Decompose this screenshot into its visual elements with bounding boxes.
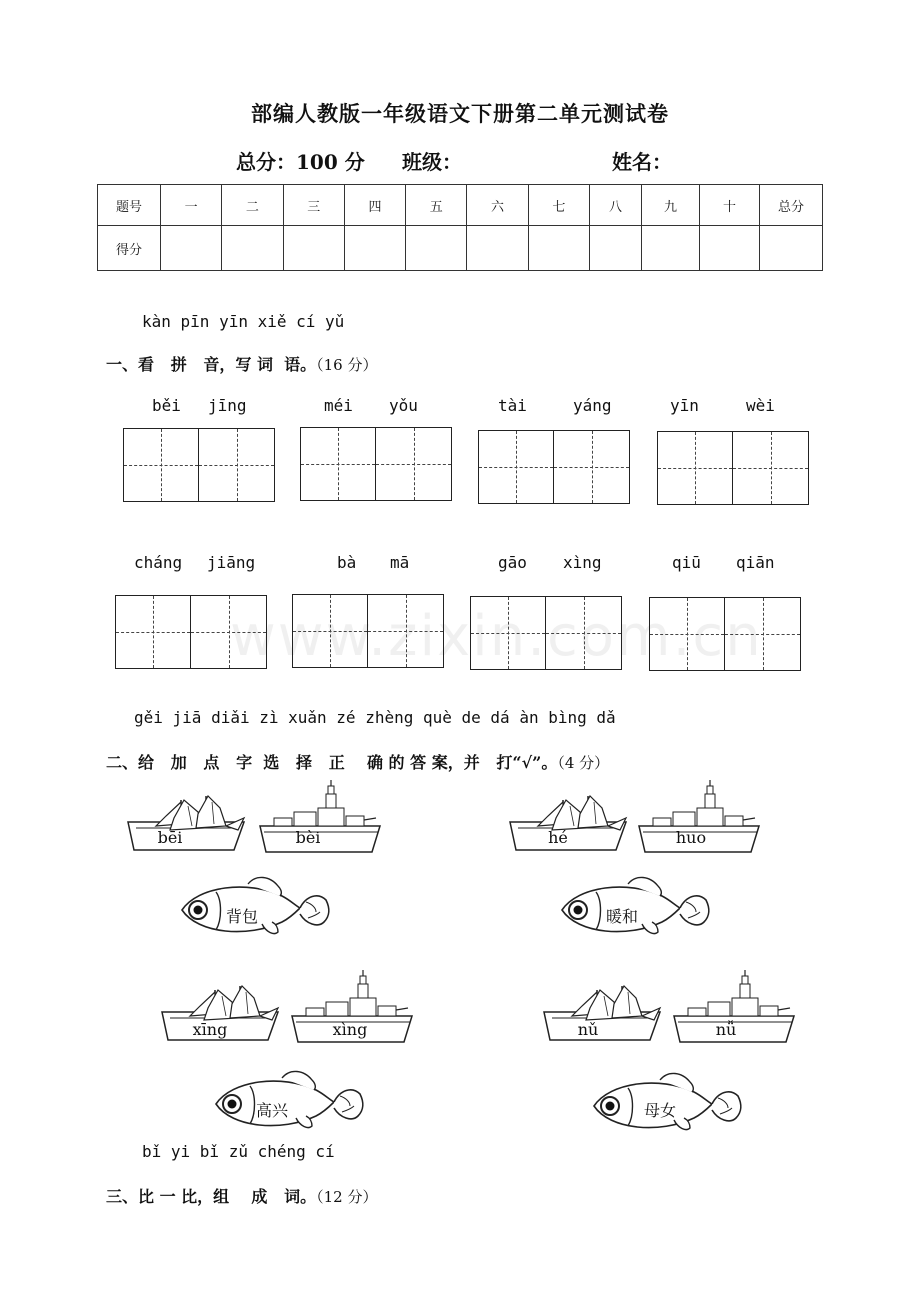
sailboat-pinyin: xīng (192, 1020, 228, 1039)
writing-grid[interactable] (478, 430, 630, 504)
score-value-row (98, 226, 823, 271)
score-input-cell[interactable] (161, 226, 222, 271)
writing-cell[interactable] (300, 427, 376, 501)
fish-word: 高兴 (256, 1101, 289, 1120)
writing-grid[interactable] (470, 596, 622, 670)
section3-points: （12 分） (316, 1188, 378, 1206)
score-row-label: 得分 (98, 226, 161, 271)
score-header-cell: 七 (528, 185, 589, 226)
writing-grid[interactable] (292, 594, 444, 668)
score-input-cell[interactable] (467, 226, 528, 271)
word3-pinyin-b: yáng (573, 396, 612, 415)
score-header-cell: 六 (467, 185, 528, 226)
score-input-cell[interactable] (344, 226, 405, 271)
score-input-cell[interactable] (642, 226, 700, 271)
score-header-cell: 四 (344, 185, 405, 226)
writing-grid[interactable] (123, 428, 275, 502)
word1-pinyin-a: běi (152, 396, 181, 415)
writing-cell[interactable] (470, 596, 546, 670)
warship-pinyin: xìng (332, 1020, 368, 1039)
writing-grid[interactable] (657, 431, 809, 505)
score-header-cell: 题号 (98, 185, 161, 226)
word8-pinyin-b: qiān (736, 553, 775, 572)
score-header-cell: 九 (642, 185, 700, 226)
writing-cell[interactable] (123, 428, 199, 502)
writing-cell[interactable] (376, 427, 452, 501)
section1-points: （16 分） (316, 356, 378, 374)
writing-grid[interactable] (300, 427, 452, 501)
warship-pinyin: huo (675, 828, 707, 847)
section1-heading (106, 352, 378, 375)
total-score: 总分：100 分 (236, 150, 365, 174)
sailboat-pinyin: hé (548, 828, 568, 847)
writing-cell[interactable] (554, 430, 630, 504)
section1-pinyin: kàn pīn yīn xiě cí yǔ (142, 312, 345, 331)
score-input-cell[interactable] (760, 226, 823, 271)
section3-heading-text: 三、比 一 比，组 成 词。 (106, 1187, 317, 1206)
class-field: 班级： (402, 150, 462, 174)
score-table (97, 184, 823, 271)
section3-pinyin: bǐ yi bǐ zǔ chéng cí (142, 1142, 335, 1161)
page-title: 部编人教版一年级语文下册第二单元测试卷 (251, 101, 669, 126)
word7-pinyin-a: gāo (498, 553, 527, 572)
section3-heading (106, 1184, 378, 1207)
writing-cell[interactable] (292, 594, 368, 668)
warship-pinyin: bèi (295, 828, 321, 847)
score-header-cell: 一 (161, 185, 222, 226)
score-header-cell: 二 (222, 185, 283, 226)
word1-pinyin-b: jīng (208, 396, 247, 415)
warship-pinyin: nǚ (715, 1020, 737, 1039)
score-input-cell[interactable] (222, 226, 283, 271)
word6-pinyin-b: mā (390, 553, 410, 572)
writing-cell[interactable] (368, 594, 444, 668)
word6-pinyin-a: bà (337, 553, 357, 572)
score-header-cell: 总分 (760, 185, 823, 226)
word2-pinyin-a: méi (324, 396, 353, 415)
writing-grid[interactable] (115, 595, 267, 669)
section2-heading-text: 二、给 加 点 字 选 择 正 确 的 答 案，并 打“√”。 (106, 753, 558, 772)
word3-pinyin-a: tài (498, 396, 527, 415)
writing-cell[interactable] (191, 595, 267, 669)
score-input-cell[interactable] (406, 226, 467, 271)
section2-heading (106, 750, 609, 773)
fish-image (210, 1066, 368, 1142)
sailboat-pinyin: nǔ (577, 1020, 599, 1039)
word4-pinyin-b: wèi (746, 396, 775, 415)
score-header-cell: 八 (590, 185, 642, 226)
writing-cell[interactable] (733, 431, 809, 505)
word8-pinyin-a: qiū (672, 553, 701, 572)
writing-cell[interactable] (199, 428, 275, 502)
word4-pinyin-a: yīn (670, 396, 699, 415)
score-header-cell: 十 (700, 185, 760, 226)
writing-cell[interactable] (546, 596, 622, 670)
score-input-cell[interactable] (283, 226, 344, 271)
score-input-cell[interactable] (528, 226, 589, 271)
section2-points: （4 分） (557, 754, 610, 772)
word5-pinyin-a: cháng (134, 553, 183, 572)
sailboat-pinyin: bēi (157, 828, 183, 847)
section2-pinyin: gěi jiā diǎi zì xuǎn zé zhèng què de dá àn bìng dǎ (134, 708, 616, 727)
word5-pinyin-b: jiāng (207, 553, 256, 572)
watermark: www.zixin.com.cn (230, 604, 763, 669)
writing-cell[interactable] (725, 597, 801, 671)
fish-word: 母女 (644, 1101, 677, 1120)
word2-pinyin-b: yǒu (389, 396, 418, 415)
writing-cell[interactable] (115, 595, 191, 669)
score-input-cell[interactable] (700, 226, 760, 271)
writing-cell[interactable] (657, 431, 733, 505)
writing-cell[interactable] (649, 597, 725, 671)
fish-word: 暖和 (606, 907, 639, 926)
score-header-cell: 三 (283, 185, 344, 226)
writing-grid[interactable] (649, 597, 801, 671)
name-field: 姓名： (612, 150, 672, 174)
word7-pinyin-b: xìng (563, 553, 602, 572)
score-input-cell[interactable] (590, 226, 642, 271)
fish-word: 背包 (226, 907, 259, 926)
score-header-cell: 五 (406, 185, 467, 226)
section1-heading-text: 一、看 拼 音，写 词 语。 (106, 355, 317, 374)
writing-cell[interactable] (478, 430, 554, 504)
score-header-row (98, 185, 823, 226)
